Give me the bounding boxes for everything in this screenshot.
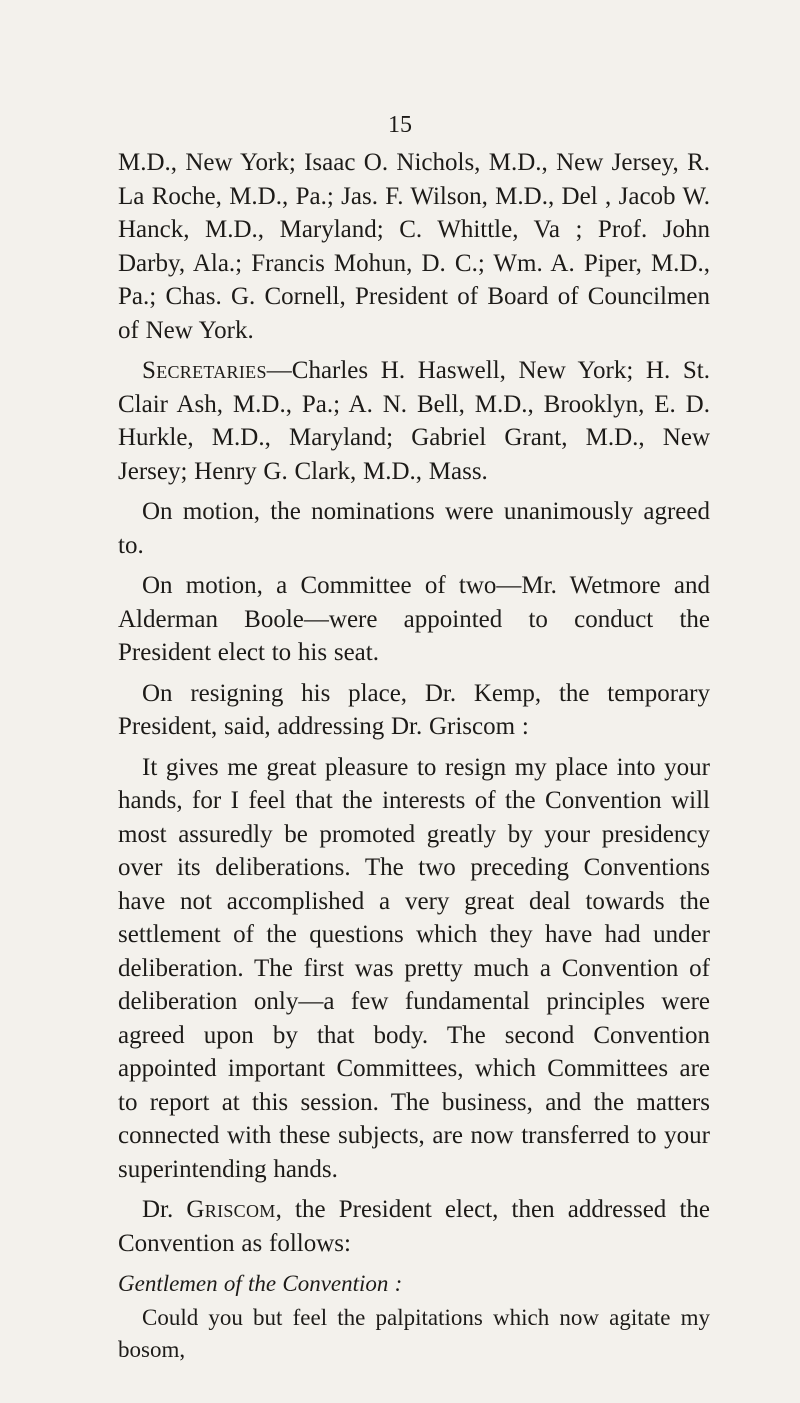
page-number: 15 bbox=[388, 112, 412, 138]
secretaries-list: —Charles H. Haswell, New York; H. St. Clair Ash, M.D., Pa.; A. N. Bell, M.D., Brooklyn, E. D. Hurkle, M.D., Maryland; Gabriel Grant, M.D., New Jersey; Henry G. Clark, M.D., Mass. bbox=[118, 357, 710, 485]
motion-committee-paragraph: On motion, a Committee of two—Mr. Wetmore and Alderman Boole—were appointed to conduct the President elect to his seat. bbox=[118, 572, 710, 666]
page-body bbox=[118, 146, 710, 1366]
vice-presidents-continued: M.D., New York; Isaac O. Nichols, M.D., New Jersey, R. La Roche, M.D., Pa.; Jas. F. Wilson, M.D., Del , Jacob W. Hanck, M.D., Maryland; C. Whittle, Va ; Prof. John Darby, Ala.; Francis Mohun, D. C.; Wm. A. Piper, M.D., Pa.; Chas. G. Cornell, President of Board of Councilmen of New York. bbox=[118, 149, 710, 344]
secretaries-label: Secretaries bbox=[142, 357, 267, 384]
motion-nominations-paragraph: On motion, the nominations were unanimously agreed to. bbox=[118, 498, 710, 559]
secretaries-paragraph bbox=[118, 354, 710, 488]
griscom-intro-start: Dr. bbox=[142, 1196, 187, 1223]
griscom-name: Griscom bbox=[186, 1196, 276, 1223]
kemp-address-paragraph: It gives me great pleasure to resign my place into your hands, for I feel that the interests of the Convention will most assuredly be promoted greatly by your presidency over its deliberations. The two preceding Conventions have not accomplished a very great deal towards the settlement of the questions which they have had under deliberation. The first was pretty much a Convention of deliberation only—a few fundamental principles were agreed upon by that body. The second Convention appointed important Committees, which Committees are to report at this session. The business, and the matters connected with these subjects, are now transferred to your superintending hands. bbox=[118, 753, 710, 1183]
griscom-address-intro bbox=[118, 1193, 710, 1260]
griscom-intro-end: , the President elect, then addressed the Convention as follows: bbox=[118, 1196, 711, 1257]
address-salutation: Gentlemen of the Convention : bbox=[118, 1271, 403, 1296]
griscom-speech-opening: Could you but feel the palpitations which now agitate my bosom, bbox=[118, 1305, 710, 1362]
kemp-resignation-paragraph: On resigning his place, Dr. Kemp, the temporary President, said, addressing Dr. Griscom : bbox=[118, 679, 710, 740]
